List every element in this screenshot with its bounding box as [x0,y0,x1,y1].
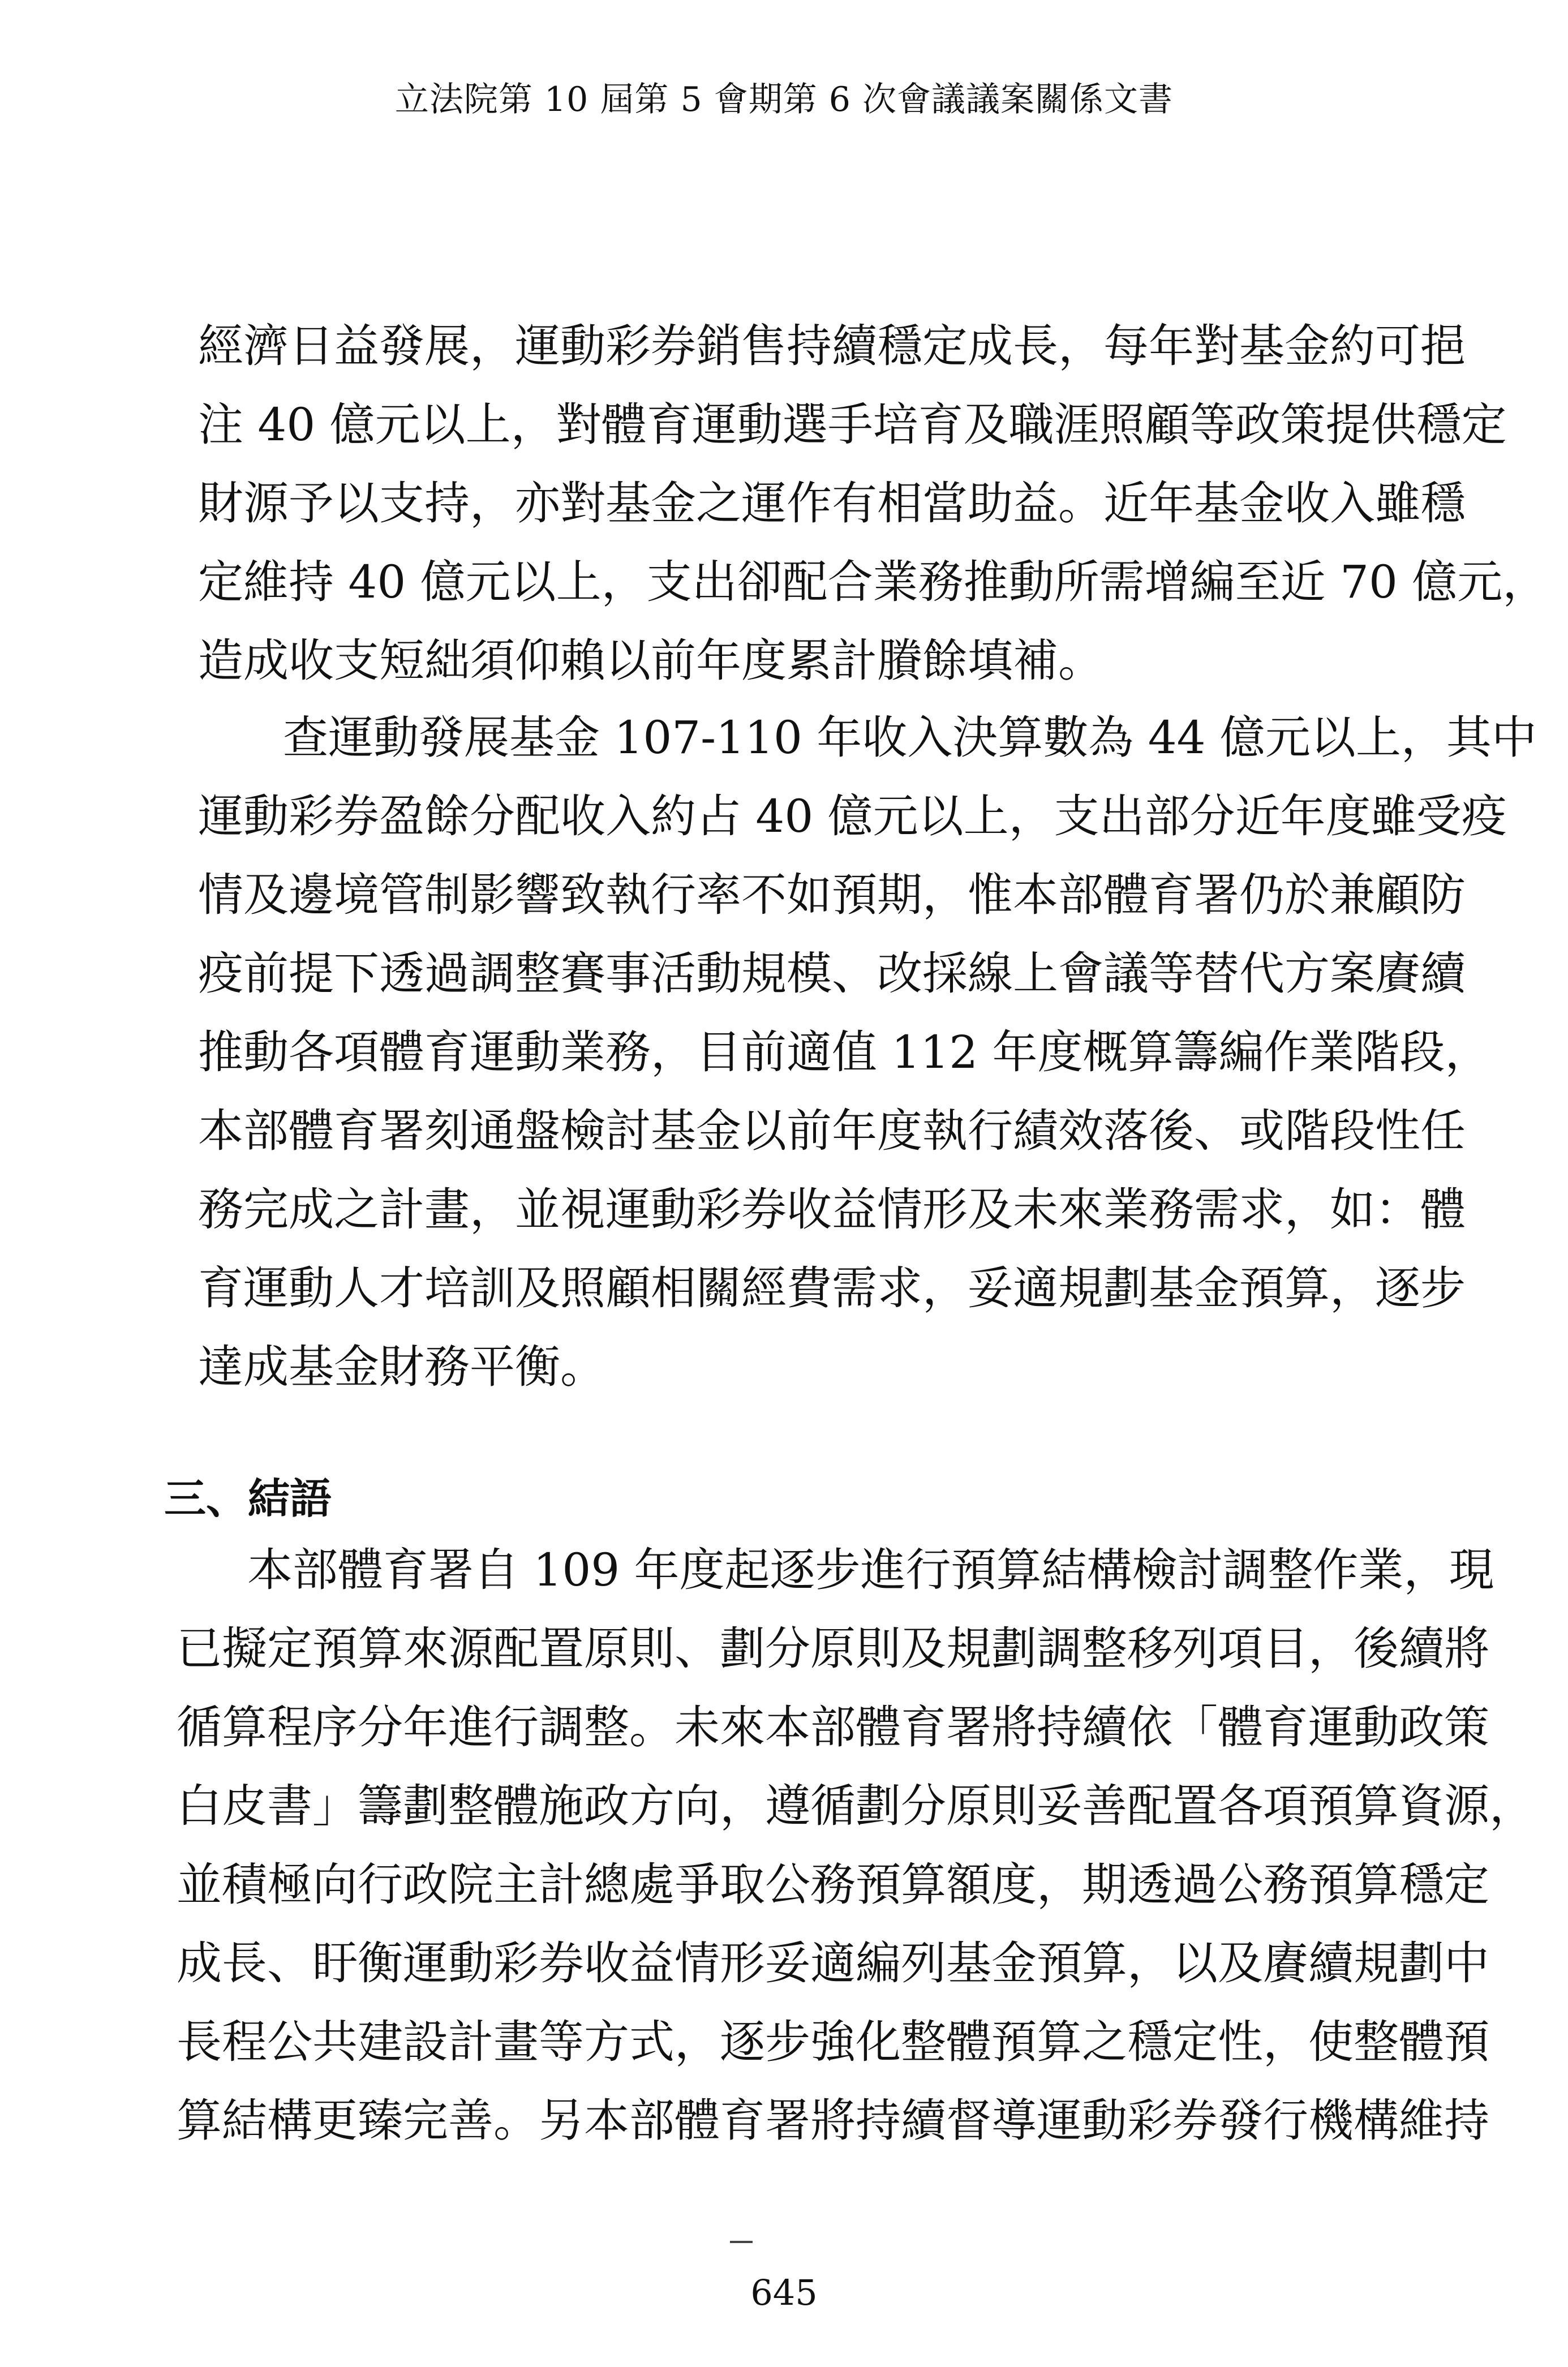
text-line: 白皮書」籌劃整體施政方向，遵循劃分原則妥善配置各項預算資源， [177,1780,1535,1832]
text-line: 循算程序分年進行調整。未來本部體育署將持續依「體育運動政策 [177,1701,1489,1754]
text-line: 疫前提下透過調整賽事活動規模、改採線上會議等替代方案賡續 [198,947,1466,1000]
text-line: 達成基金財務平衡。 [198,1341,605,1393]
text-line: 算結構更臻完善。另本部體育署將持續督導運動彩券發行機構維持 [177,2094,1489,2147]
text-line: 本部體育署自 109 年度起逐步進行預算結構檢討調整作業，現 [247,1544,1494,1596]
text-line: 推動各項體育運動業務，目前適值 112 年度概算籌編作業階段， [198,1026,1490,1079]
text-line: 已擬定預算來源配置原則、劃分原則及規劃調整移列項目，後續將 [177,1622,1489,1675]
section-heading-conclusion: 三、結語 [164,1475,332,1523]
text-line: 本部體育署刻通盤檢討基金以前年度執行績效落後、或階段性任 [198,1105,1466,1157]
document-header: 立法院第 10 屆第 5 會期第 6 次會議議案關係文書 [394,80,1174,119]
text-line: 育運動人才培訓及照顧相關經費需求，妥適規劃基金預算，逐步 [198,1262,1466,1314]
text-line: 長程公共建設計畫等方式，逐步強化整體預算之穩定性，使整體預 [177,2016,1489,2068]
text-line: 注 40 億元以上，對體育運動選手培育及職涯照顧等政策提供穩定 [198,398,1507,451]
text-line: 並積極向行政院主計總處爭取公務預算額度，期透過公務預算穩定 [177,1858,1489,1911]
page-number: 645 [750,2272,818,2313]
text-line: 經濟日益發展，運動彩券銷售持續穩定成長，每年對基金約可挹 [198,320,1466,372]
text-line: 運動彩券盈餘分配收入約占 40 億元以上，支出部分近年度雖受疫 [198,790,1507,843]
text-line: 查運動發展基金 107-110 年收入決算數為 44 億元以上，其中 [283,711,1537,764]
text-line: 定維持 40 億元以上，支出卻配合業務推動所需增編至近 70 億元， [198,556,1548,608]
text-line: 成長、盱衡運動彩券收益情形妥適編列基金預算，以及賡續規劃中 [177,1937,1489,1990]
paragraph-funding-overview [198,307,1548,700]
scan-mark [730,2241,753,2243]
text-line: 造成收支短絀須仰賴以前年度累計賸餘填補。 [198,634,1103,687]
text-line: 務完成之計畫，並視運動彩券收益情形及未來業務需求，如：體 [198,1183,1466,1236]
paragraph-fund-review [198,698,1537,1406]
text-line: 情及邊境管制影響致執行率不如預期，惟本部體育署仍於兼顧防 [198,869,1466,921]
paragraph-conclusion [177,1531,1535,2160]
text-line: 財源予以支持，亦對基金之運作有相當助益。近年基金收入雖穩 [198,477,1466,530]
